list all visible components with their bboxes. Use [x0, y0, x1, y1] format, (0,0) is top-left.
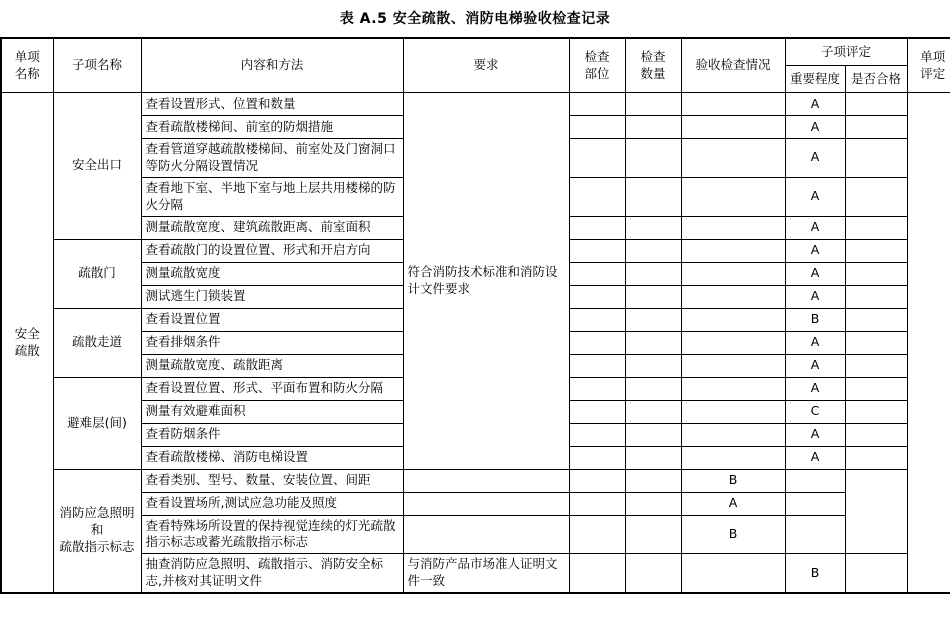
cell-importance: A — [785, 216, 845, 239]
cell-check-part[interactable] — [569, 262, 625, 285]
cell-check-part[interactable] — [569, 446, 625, 469]
cell-check-quantity[interactable] — [625, 308, 681, 331]
cell-importance: B — [785, 308, 845, 331]
cell-importance: A — [785, 116, 845, 139]
cell-importance: A — [785, 377, 845, 400]
cell-check-result[interactable] — [681, 285, 785, 308]
cell-qualified[interactable] — [845, 446, 907, 469]
cell-check-result[interactable] — [681, 423, 785, 446]
page-title: 表 A.5 安全疏散、消防电梯验收检查记录 — [339, 11, 611, 27]
cell-sub-name-evacuation-door: 疏散门 — [53, 239, 141, 308]
table-row — [1, 492, 950, 515]
cell-content: 查看设置形式、位置和数量 — [141, 93, 403, 116]
cell-content: 测试逃生门锁装置 — [141, 285, 403, 308]
cell-qualified[interactable] — [845, 423, 907, 446]
header-qualified: 是否合格 — [845, 66, 907, 93]
cell-importance: B — [681, 515, 785, 554]
cell-content: 查看排烟条件 — [141, 331, 403, 354]
cell-requirement-main: 符合消防技术标准和消防设计文件要求 — [403, 93, 569, 470]
cell-check-result[interactable] — [681, 139, 785, 178]
cell-sub-name-refuge-floor: 避难层(间) — [53, 377, 141, 469]
cell-qualified[interactable] — [845, 262, 907, 285]
cell-check-result[interactable] — [681, 177, 785, 216]
table-row — [1, 93, 950, 116]
cell-check-quantity[interactable] — [569, 492, 625, 515]
cell-importance: A — [785, 139, 845, 178]
cell-check-result[interactable] — [681, 554, 785, 593]
header-item-evaluation — [907, 38, 950, 93]
cell-check-quantity[interactable] — [625, 331, 681, 354]
cell-check-part[interactable] — [569, 177, 625, 216]
cell-importance: A — [785, 446, 845, 469]
cell-check-quantity[interactable] — [625, 93, 681, 116]
cell-check-result[interactable] — [681, 446, 785, 469]
sub-name-line2: 疏散指示标志 — [59, 539, 135, 555]
header-check-quantity-line1: 检查 — [640, 48, 666, 64]
cell-check-quantity[interactable] — [625, 377, 681, 400]
cell-content: 查看设置场所,测试应急功能及照度 — [141, 492, 403, 515]
cell-importance: A — [785, 285, 845, 308]
cell-check-quantity[interactable] — [625, 239, 681, 262]
cell-qualified[interactable] — [845, 354, 907, 377]
cell-content: 查看设置位置 — [141, 308, 403, 331]
header-requirement: 要求 — [403, 38, 569, 93]
cell-check-quantity[interactable] — [625, 139, 681, 178]
cell-check-result[interactable] — [625, 515, 681, 554]
cell-importance: A — [785, 331, 845, 354]
cell-check-quantity[interactable] — [625, 400, 681, 423]
cell-check-part[interactable] — [569, 285, 625, 308]
cell-check-result[interactable] — [681, 354, 785, 377]
cell-check-quantity[interactable] — [625, 262, 681, 285]
cell-check-part[interactable] — [569, 331, 625, 354]
cell-importance: A — [785, 239, 845, 262]
cell-content: 测量有效避难面积 — [141, 400, 403, 423]
cell-qualified[interactable] — [785, 492, 845, 515]
cell-content: 测量疏散宽度、疏散距离 — [141, 354, 403, 377]
header-content-method: 内容和方法 — [141, 38, 403, 93]
item-name-line1: 安全 — [14, 325, 40, 341]
cell-content: 查看特殊场所设置的保持视觉连续的灯光疏散指示标志或蓄光疏散指示标志 — [141, 515, 403, 554]
table-row — [1, 469, 950, 492]
header-sub-evaluation: 子项评定 — [785, 38, 907, 66]
header-item-name — [1, 38, 53, 93]
table-row — [1, 515, 950, 554]
cell-requirement-last: 与消防产品市场准人证明文件一致 — [403, 554, 569, 593]
cell-importance: B — [681, 469, 785, 492]
cell-qualified[interactable] — [785, 469, 845, 492]
cell-content: 查看疏散楼梯间、前室的防烟措施 — [141, 116, 403, 139]
cell-sub-name-exit: 安全出口 — [53, 93, 141, 240]
cell-check-part[interactable] — [569, 139, 625, 178]
cell-qualified[interactable] — [845, 554, 907, 593]
cell-qualified[interactable] — [845, 377, 907, 400]
header-check-part — [569, 38, 625, 93]
cell-content: 查看设置位置、形式、平面布置和防火分隔 — [141, 377, 403, 400]
cell-content: 测量疏散宽度 — [141, 262, 403, 285]
cell-check-result[interactable] — [681, 331, 785, 354]
cell-check-quantity[interactable] — [625, 446, 681, 469]
cell-check-quantity[interactable] — [625, 216, 681, 239]
cell-check-quantity[interactable] — [625, 554, 681, 593]
cell-check-quantity[interactable] — [569, 515, 625, 554]
item-name-line2: 疏散 — [14, 342, 40, 358]
cell-check-part[interactable] — [569, 423, 625, 446]
cell-check-part[interactable] — [569, 400, 625, 423]
cell-content: 抽查消防应急照明、疏散指示、消防安全标志,并核对其证明文件 — [141, 554, 403, 593]
header-check-quantity-line2: 数量 — [640, 65, 666, 81]
header-importance: 重要程度 — [785, 66, 845, 93]
cell-importance: A — [785, 423, 845, 446]
cell-check-part[interactable] — [569, 554, 625, 593]
cell-check-quantity[interactable] — [625, 116, 681, 139]
cell-check-part[interactable] — [403, 515, 569, 554]
cell-check-result[interactable] — [681, 216, 785, 239]
cell-content: 查看管道穿越疏散楼梯间、前室处及门窗洞口等防火分隔设置情况 — [141, 139, 403, 178]
header-check-quantity — [625, 38, 681, 93]
cell-content: 查看疏散楼梯、消防电梯设置 — [141, 446, 403, 469]
cell-check-quantity[interactable] — [569, 469, 625, 492]
header-item-name-line1: 单项 — [14, 48, 40, 64]
cell-importance: A — [785, 177, 845, 216]
cell-check-result[interactable] — [681, 377, 785, 400]
cell-qualified[interactable] — [845, 400, 907, 423]
cell-qualified[interactable] — [785, 515, 845, 554]
cell-check-result[interactable] — [625, 469, 681, 492]
cell-content: 查看防烟条件 — [141, 423, 403, 446]
cell-check-result[interactable] — [625, 492, 681, 515]
cell-check-quantity[interactable] — [625, 423, 681, 446]
cell-qualified[interactable] — [845, 331, 907, 354]
cell-check-result[interactable] — [681, 400, 785, 423]
cell-importance: A — [681, 492, 785, 515]
cell-check-quantity[interactable] — [625, 285, 681, 308]
cell-check-part[interactable] — [569, 93, 625, 116]
cell-qualified[interactable] — [845, 177, 907, 216]
cell-importance: A — [785, 354, 845, 377]
header-item-name-line2: 名称 — [14, 65, 40, 81]
cell-qualified[interactable] — [845, 216, 907, 239]
header-item-evaluation-line1: 单项 — [920, 48, 946, 64]
cell-check-part[interactable] — [569, 216, 625, 239]
cell-item-name — [1, 93, 53, 594]
header-check-result: 验收检查情况 — [681, 38, 785, 93]
cell-content: 查看类别、型号、数量、安装位置、间距 — [141, 469, 403, 492]
cell-check-result[interactable] — [681, 262, 785, 285]
cell-qualified[interactable] — [845, 308, 907, 331]
cell-qualified[interactable] — [845, 116, 907, 139]
cell-content: 测量疏散宽度、建筑疏散距离、前室面积 — [141, 216, 403, 239]
cell-sub-name-emergency-lighting — [53, 469, 141, 593]
cell-importance: A — [785, 262, 845, 285]
header-check-part-line2: 部位 — [584, 65, 610, 81]
cell-importance: C — [785, 400, 845, 423]
cell-item-evaluation[interactable] — [907, 93, 950, 594]
cell-check-part[interactable] — [403, 469, 569, 492]
table-header-row-1 — [1, 38, 950, 66]
cell-check-result[interactable] — [681, 239, 785, 262]
cell-check-quantity[interactable] — [625, 354, 681, 377]
cell-qualified[interactable] — [845, 239, 907, 262]
cell-qualified[interactable] — [845, 93, 907, 116]
cell-qualified[interactable] — [845, 139, 907, 178]
cell-importance: A — [785, 93, 845, 116]
cell-sub-name-corridor: 疏散走道 — [53, 308, 141, 377]
cell-qualified[interactable] — [845, 285, 907, 308]
table-row — [1, 554, 950, 593]
cell-content: 查看疏散门的设置位置、形式和开启方向 — [141, 239, 403, 262]
cell-check-result[interactable] — [681, 116, 785, 139]
cell-check-part[interactable] — [569, 354, 625, 377]
cell-importance: B — [785, 554, 845, 593]
sub-name-line1: 消防应急照明和 — [59, 505, 135, 538]
cell-check-part[interactable] — [569, 308, 625, 331]
cell-check-part[interactable] — [569, 116, 625, 139]
header-check-part-line1: 检查 — [584, 48, 610, 64]
cell-check-part[interactable] — [403, 492, 569, 515]
cell-check-part[interactable] — [569, 239, 625, 262]
cell-check-part[interactable] — [569, 377, 625, 400]
cell-check-result[interactable] — [681, 93, 785, 116]
cell-content: 查看地下室、半地下室与地上层共用楼梯的防火分隔 — [141, 177, 403, 216]
cell-check-quantity[interactable] — [625, 177, 681, 216]
header-sub-name: 子项名称 — [53, 38, 141, 93]
cell-check-result[interactable] — [681, 308, 785, 331]
inspection-record-table — [0, 37, 950, 594]
header-item-evaluation-line2: 评定 — [920, 65, 946, 81]
